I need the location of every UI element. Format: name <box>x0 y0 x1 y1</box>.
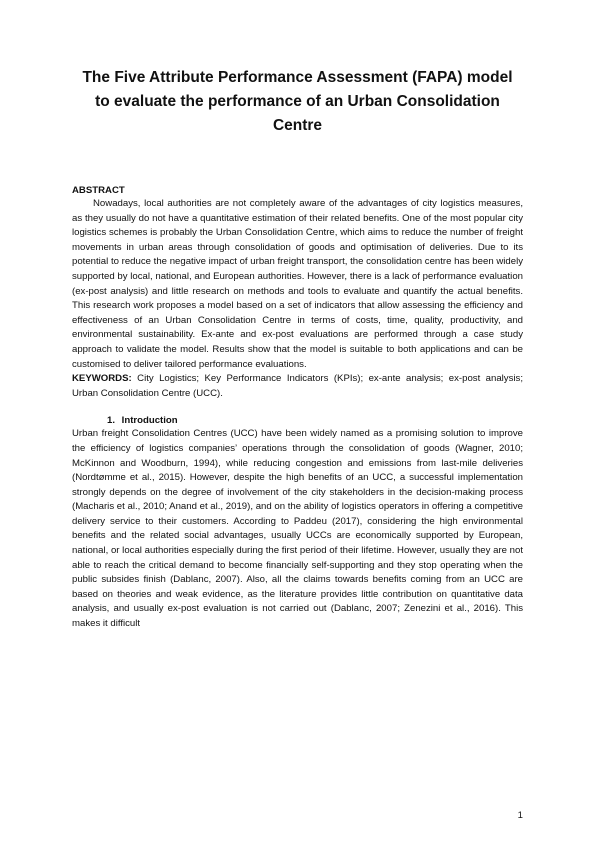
abstract-text: Nowadays, local authorities are not completely aware of the advantages of city logistics measures, as they usually do not have a quantitative estimation of their related benefits. One of the most popular city logistics schemes is probably the Urban Consolidation Centre, which aims to reduce the number of freight movements in urban areas through consolidation of goods and optimisation of deliveries. Due to its potential to reduce the negative impact of urban freight transport, the consolidation centre has been widely supported by local, national, and European authorities. However, there is a lack of performance evaluation (ex-post analysis) and little research on methods and tools to evaluate and quantify the actual benefits. This research work proposes a model based on a set of indicators that allow assessing the efficiency and effectiveness of an Urban Consolidation Centre in terms of costs, time, quality, productivity, and environmental sustainability. Ex-ante and ex-post evaluations are performed through a case study approach to validate the model. Results show that the model is suitable to both applications and can be customised to deliver tailored performance evaluations. <box>72 198 523 370</box>
keywords-text: City Logistics; Key Performance Indicators (KPIs); ex-ante analysis; ex-post analysis; Urban Consolidation Centre (UCC). <box>72 373 523 399</box>
page-number: 1 <box>517 810 523 821</box>
introduction-text: Urban freight Consolidation Centres (UCC) have been widely named as a promising solution to improve the efficiency of logistics companies’ operations through the consolidation of goods (Wagner, 2010; McKinnon and Woodburn, 1994), while reducing congestion and emissions from last-mile deliveries (Nordtømme et al., 2015). However, despite the high benefits of an UCC, a successful implementation strongly depends on the degree of involvement of the city stakeholders in the decision-making process (Macharis et al., 2010; Anand et al., 2019), and on the ability of logistics operators in offering a competitive delivery service to their customers. According to Paddeu (2017), considering the high environmental benefits and the related social advantages, usually UCCs are economically supported by European, national, or local authorities especially during the first period of their lifetime. However, usually they are not able to reach the critical demand to become financially self-supporting and they stop operating when the public subsides finish (Dablanc, 2007). Also, all the claims towards benefits coming from an UCC are based on theories and weak evidence, as the literature provides little contribution on quantitative data analysis, and usually ex-post evaluation is not carried out (Dablanc, 2007; Zenezini et al., 2016). This makes it difficult <box>72 428 523 630</box>
section-heading-introduction <box>72 414 523 427</box>
keywords-paragraph <box>72 372 523 401</box>
section-number: 1. <box>107 415 116 427</box>
section-title: Introduction <box>121 415 178 427</box>
paper-title: The Five Attribute Performance Assessment (FAPA) model to evaluate the performance of an Urban Consolidation Centre <box>82 69 513 134</box>
abstract-heading: ABSTRACT <box>72 185 125 196</box>
keywords-label: KEYWORDS: <box>72 373 132 385</box>
